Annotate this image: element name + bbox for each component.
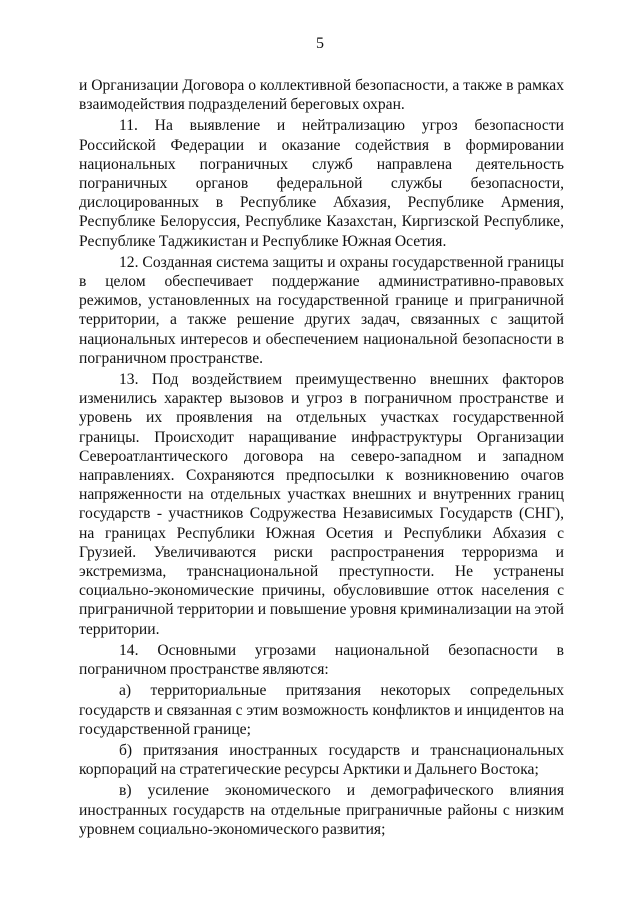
paragraph-item-12: 12. Созданная система защиты и охраны государственной границы в целом обеспечивает поддержание административно-правовых режимов, установленных на государственной границе и приграничной территории, а также решение других задач, связанных с защитой национальных интересов и обеспечением национальной безопасности в пограничном пространстве.: [79, 253, 564, 367]
paragraph-subitem-a: а) территориальные притязания некоторых сопредельных государств и связанная с этим возможность конфликтов и инцидентов на государственной границе;: [79, 682, 564, 738]
document-body: [79, 76, 564, 841]
paragraph-continuation: и Организации Договора о коллективной безопасности, а также в рамках взаимодействия подразделений береговых охран.: [79, 77, 564, 114]
paragraph-subitem-b: б) притязания иностранных государств и транснациональных корпораций на стратегические ресурсы Арктики и Дальнего Востока;: [79, 741, 564, 779]
paragraph-item-11: 11. На выявление и нейтрализацию угроз безопасности Российской Федерации и оказание содействия в формировании национальных пограничных служб направлена деятельность пограничных органов федеральной службы безопасности, дислоцированных в Республике Абхазия, Республике Армения, Республике Белоруссия, Республике Казахстан, Киргизской Республике, Республике Таджикистан и Республике Южная Осетия.: [79, 117, 564, 250]
paragraph-item-14: 14. Основными угрозами национальной безопасности в пограничном пространстве являются:: [79, 641, 564, 679]
page-number: 5: [316, 35, 324, 52]
paragraph-subitem-v: в) усиление экономического и демографического влияния иностранных государств на отдельные приграничные районы с низким уровнем социально-экономического развития;: [79, 782, 564, 838]
paragraph-item-13: 13. Под воздействием преимущественно внешних факторов изменились характер вызовов и угроз в пограничном пространстве и уровень их проявления на отдельных участках государственной границы. Происходит наращивание инфраструктуры Организации Североатлантического договора на северо-западном и западном направлениях. Сохраняются предпосылки к возникновению очагов напряженности на отдельных участках внешних и внутренних границ государств - участников Содружества Независимых Государств (СНГ), на границах Республики Южная Осетия и Республики Абхазия с Грузией. Увеличиваются риски распространения терроризма и экстремизма, транснациональной преступности. Не устранены социально-экономические причины, обусловившие отток населения с приграничной территории и повышение уровня криминализации на этой территории.: [79, 371, 564, 638]
